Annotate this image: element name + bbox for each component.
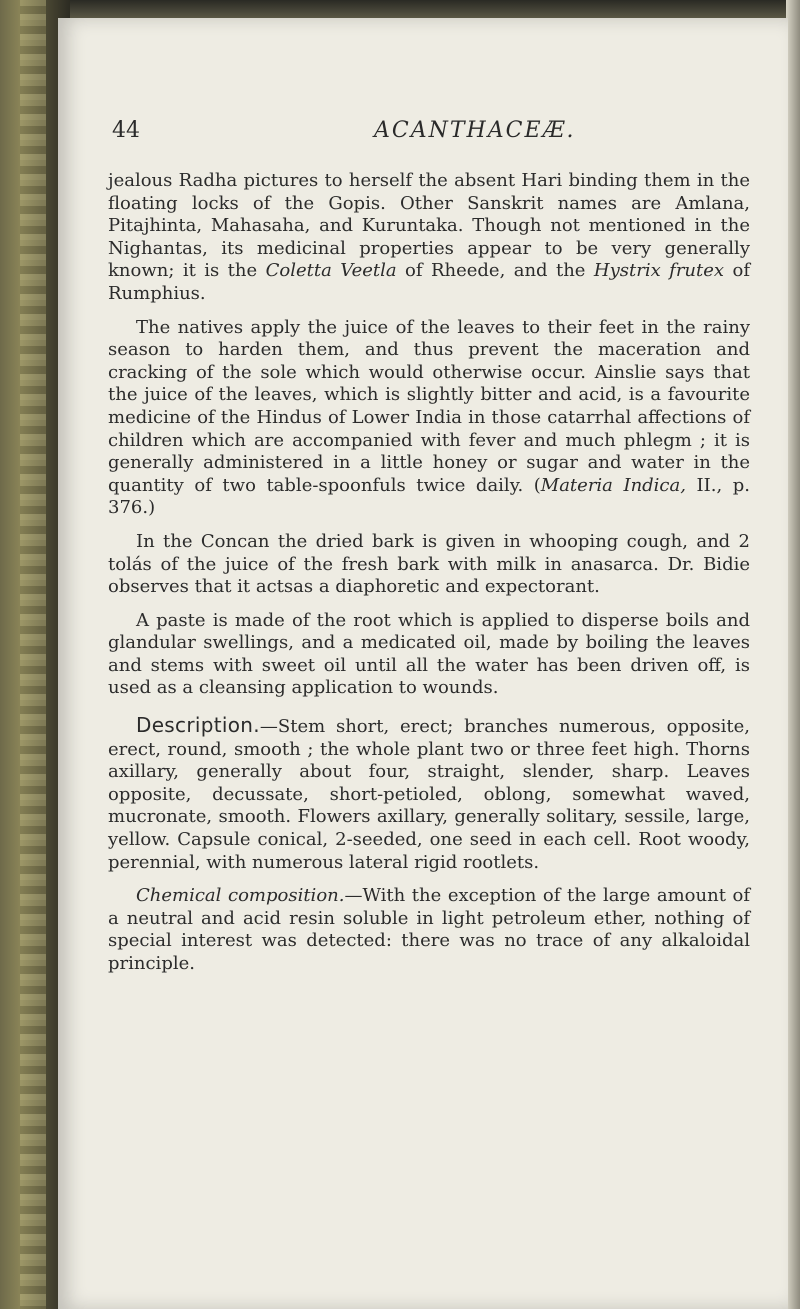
scan-right-edge: [786, 0, 800, 1309]
description-paragraph: Description.—Stem short, erect; branches numerous, opposite, erect, round, smooth ; the whole plant two or three feet high. Thorns axillary, generally about four, straight, slender, sharp. Leaves opposite, decussate, short-petioled, oblong, somewhat waved, mucronate, smooth. Flowers axillary, generally solitary, sessile, large, yellow. Capsule conical, 2-seeded, one seed in each cell. Root woody, perennial, with numerous lateral rigid rootlets.: [108, 713, 750, 873]
description-heading: Description.: [136, 713, 260, 738]
body-text: [108, 170, 750, 987]
chemical-composition-paragraph: Chemical composition.—With the exception of the large amount of a neutral and acid resin soluble in light petroleum ether, nothing of special interest was detected: there was no trace of any alkaloidal principle.: [108, 885, 750, 974]
page-header: [112, 118, 732, 154]
page-number: 44: [112, 118, 140, 143]
chemical-composition-heading: Chemical composition.: [136, 885, 345, 907]
paragraph-4: A paste is made of the root which is applied to disperse boils and glandular swellings, and a medicated oil, made by boiling the leaves and stems with sweet oil until all the water has been driven off, is used as a cleansing application to wounds.: [108, 609, 750, 699]
binding-texture: [20, 0, 46, 1309]
paragraph-3: In the Concan the dried bark is given in whooping cough, and 2 tolás of the juice of the fresh bark with milk in anasarca. Dr. Bidie observes that it actsas a diaphoretic and expectorant.: [108, 530, 750, 598]
paragraph-2: The natives apply the juice of the leaves to their feet in the rainy season to harden them, and thus prevent the maceration and cracking of the sole which would otherwise occur. Ainslie says that the juice of the leaves, which is slightly bitter and acid, is a favourite medicine of the Hindus of Lower India in those catarrhal affections of children which are accompanied with fever and much phlegm ; it is generally administered in a little honey or sugar and water in the quantity of two table-spoonfuls twice daily. (Materia Indica, II., p. 376.): [108, 316, 750, 519]
paragraph-1: jealous Radha pictures to herself the absent Hari binding them in the floating locks of the Gopis. Other Sanskrit names are Amlana, Pitajhinta, Mahasaha, and Kuruntaka. Though not mentioned in the Nighantas, its medicinal properties appear to be very generally known; it is the Coletta Veetla of Rheede, and the Hystrix frutex of Rumphius.: [108, 170, 750, 304]
running-head: ACANTHACEÆ.: [374, 118, 576, 143]
